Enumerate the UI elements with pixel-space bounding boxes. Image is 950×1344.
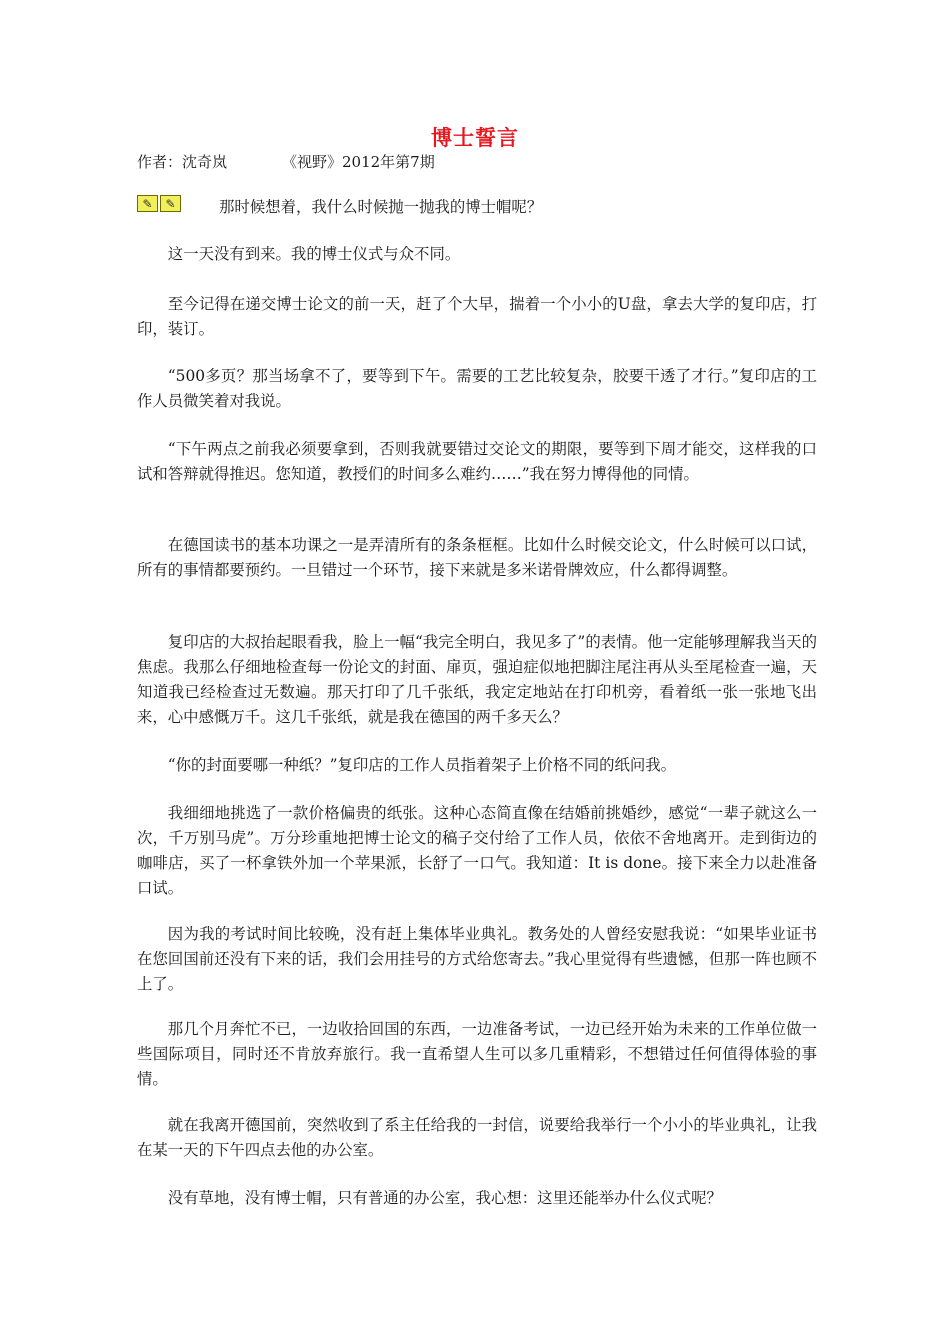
article-title: 博士誓言 [431, 125, 519, 150]
paragraph: 这一天没有到来。我的博士仪式与众不同。 [167, 245, 461, 263]
paragraph: 没有草地，没有博士帽，只有普通的办公室，我心想：这里还能举办什么仪式呢？ [167, 1189, 722, 1207]
paragraph: “下午两点之前我必须要拿到，否则我就要错过交论文的期限，要等到下周才能交，这样我的口试和答辩就得推迟。您知道，教授们的时间多么难约……”我在努力博得他的同情。 [137, 440, 817, 483]
paragraph: 至今记得在递交博士论文的前一天，赶了个大早，揣着一个小小的U盘，拿去大学的复印店，打印，装订。 [137, 295, 817, 338]
pencil-icon: ✎ [160, 195, 181, 212]
paragraph: 我细细地挑选了一款价格偏贵的纸张。这种心态简直像在结婚前挑婚纱，感觉“一辈子就这么一次，千万别马虎”。万分珍重地把博士论文的稿子交付给了工作人员，依依不舍地离开。走到街边的咖啡店，买了一杯拿铁外加一个苹果派，长舒了一口气。我知道：It is done。接下来全力以赴准备口试。 [137, 804, 817, 897]
paragraph: “你的封面要哪一种纸？”复印店的工作人员指着架子上价格不同的纸问我。 [167, 756, 677, 774]
paragraph: 复印店的大叔抬起眼看我，脸上一幅“我完全明白，我见多了”的表情。他一定能够理解我当天的焦虑。我那么仔细地检查每一份论文的封面、扉页，强迫症似地把脚注尾注再从头至尾检查一遍，天知道我已经检查过无数遍。那天打印了几千张纸，我定定地站在打印机旁，看着纸一张一张地飞出来，心中感慨万千。这几千张纸，就是我在德国的两千多天么？ [137, 633, 817, 726]
paragraph: 因为我的考试时间比较晚，没有赶上集体毕业典礼。教务处的人曾经安慰我说：“如果毕业证书在您回国前还没有下来的话，我们会用挂号的方式给您寄去。”我心里觉得有些遗憾，但那一阵也顾不上了。 [137, 925, 817, 993]
source-line: 《视野》2012年第7期 [282, 153, 435, 171]
article-meta [137, 151, 435, 172]
author-line: 作者：沈奇岚 [137, 153, 228, 171]
paragraph: 在德国读书的基本功课之一是弄清所有的条条框框。比如什么时候交论文，什么时候可以口试，所有的事情都要预约。一旦错过一个环节，接下来就是多米诺骨牌效应，什么都得调整。 [137, 536, 817, 579]
paragraph: “500多页？那当场拿不了，要等到下午。需要的工艺比较复杂，胶要干透了才行。”复印店的工作人员微笑着对我说。 [137, 367, 817, 410]
paragraph: 就在我离开德国前，突然收到了系主任给我的一封信，说要给我举行一个小小的毕业典礼，让我在某一天的下午四点去他的办公室。 [137, 1116, 817, 1159]
pencil-icon: ✎ [137, 195, 158, 212]
paragraph: 那几个月奔忙不已，一边收拾回国的东西，一边准备考试，一边已经开始为未来的工作单位做一些国际项目，同时还不肯放弃旅行。我一直希望人生可以多几重精彩，不想错过任何值得体验的事情。 [137, 1020, 817, 1088]
paragraph: 那时候想着，我什么时候抛一抛我的博士帽呢？ [219, 198, 543, 216]
